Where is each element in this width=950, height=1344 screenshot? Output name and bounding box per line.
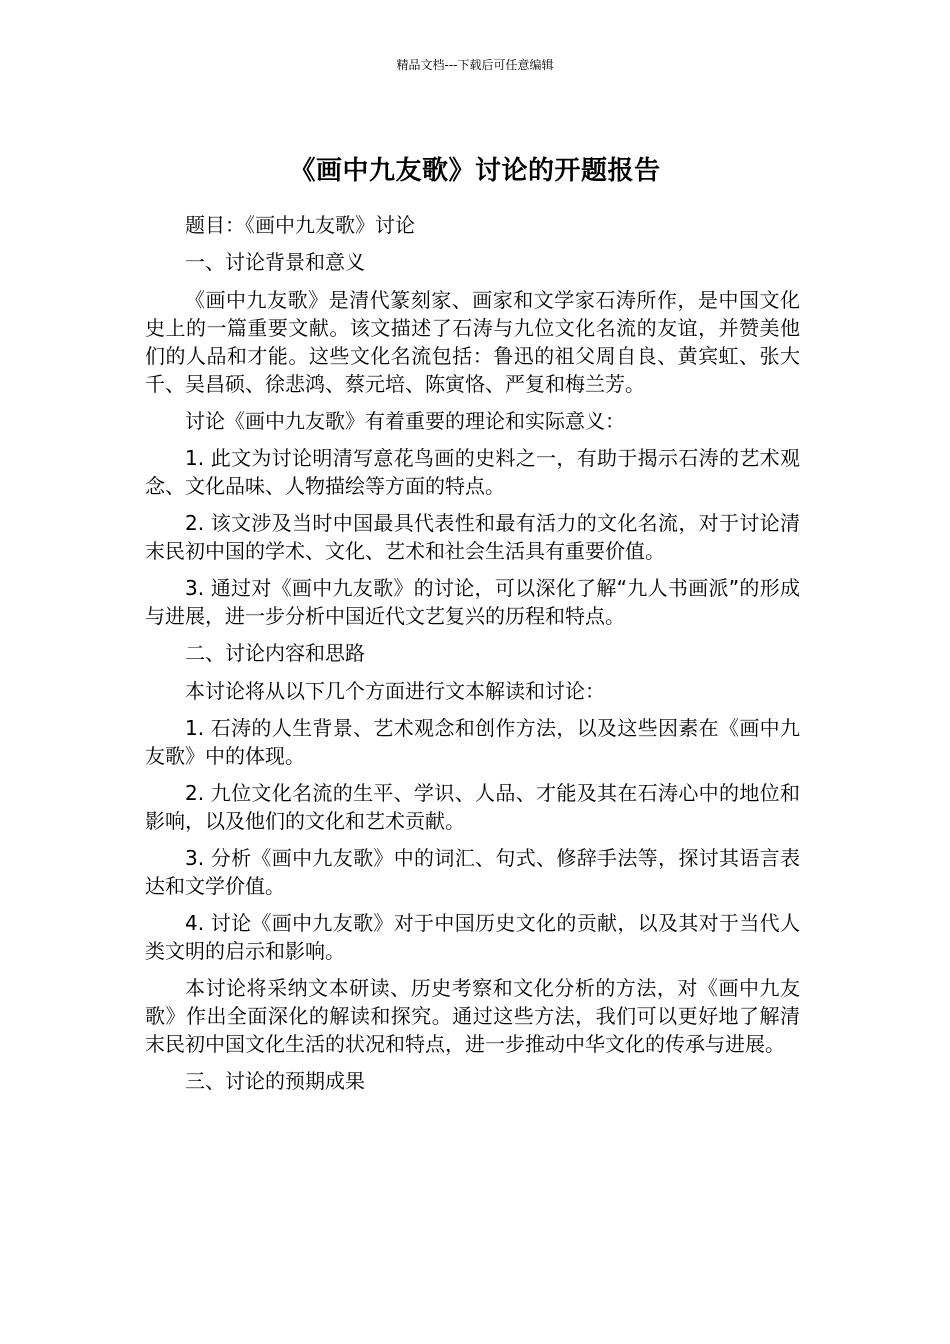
significance-item-1: 1. 此文为讨论明清写意花鸟画的史料之一，有助于揭示石涛的艺术观念、文化品味、人物描绘等方面的特点。 [145, 446, 800, 498]
topic-line: 题目：《画中九友歌》讨论 [185, 213, 415, 237]
document-body [145, 211, 800, 1105]
method-paragraph: 本讨论将采纳文本研读、历史考察和文化分析的方法，对《画中九友歌》作出全面深化的解读和探究。通过这些方法，我们可以更好地了解清末民初中国文化生活的状况和特点，进一步推动中华文化的传承与进展。 [145, 976, 800, 1056]
significance-item-2: 2. 该文涉及当时中国最具代表性和最有活力的文化名流，对于讨论清末民初中国的学术、文化、艺术和社会生活具有重要价值。 [145, 511, 800, 563]
document-title: 《画中九友歌》讨论的开题报告 [289, 156, 661, 187]
content-item-4: 4. 讨论《画中九友歌》对于中国历史文化的贡献，以及其对于当代人类文明的启示和影响。 [145, 911, 800, 963]
significance-item-3: 3. 通过对《画中九友歌》的讨论，可以深化了解“九人书画派”的形成与进展，进一步分析中国近代文艺复兴的历程和特点。 [145, 576, 800, 628]
content-intro: 本讨论将从以下几个方面进行文本解读和讨论： [185, 679, 605, 703]
section-heading-content: 二、讨论内容和思路 [185, 641, 365, 665]
significance-intro: 讨论《画中九友歌》有着重要的理论和实际意义： [185, 409, 625, 433]
background-paragraph: 《画中九友歌》是清代篆刻家、画家和文学家石涛所作，是中国文化史上的一篇重要文献。该文描述了石涛与九位文化名流的友谊，并赞美他们的人品和才能。这些文化名流包括：鲁迅的祖父周自良、黄宾虹、张大千、吴昌硕、徐悲鸿、蔡元培、陈寅恪、严复和梅兰芳。 [145, 288, 800, 396]
page-header: 精品文档---下载后可任意编辑 [396, 58, 554, 72]
content-item-1: 1. 石涛的人生背景、艺术观念和创作方法，以及这些因素在《画中九友歌》中的体现。 [145, 716, 800, 768]
section-heading-outcomes: 三、讨论的预期成果 [185, 1069, 365, 1093]
section-heading-background: 一、讨论背景和意义 [185, 250, 365, 274]
content-item-3: 3. 分析《画中九友歌》中的词汇、句式、修辞手法等，探讨其语言表达和文学价值。 [145, 846, 800, 898]
content-item-2: 2. 九位文化名流的生平、学识、人品、才能及其在石涛心中的地位和影响，以及他们的文化和艺术贡献。 [145, 781, 800, 833]
